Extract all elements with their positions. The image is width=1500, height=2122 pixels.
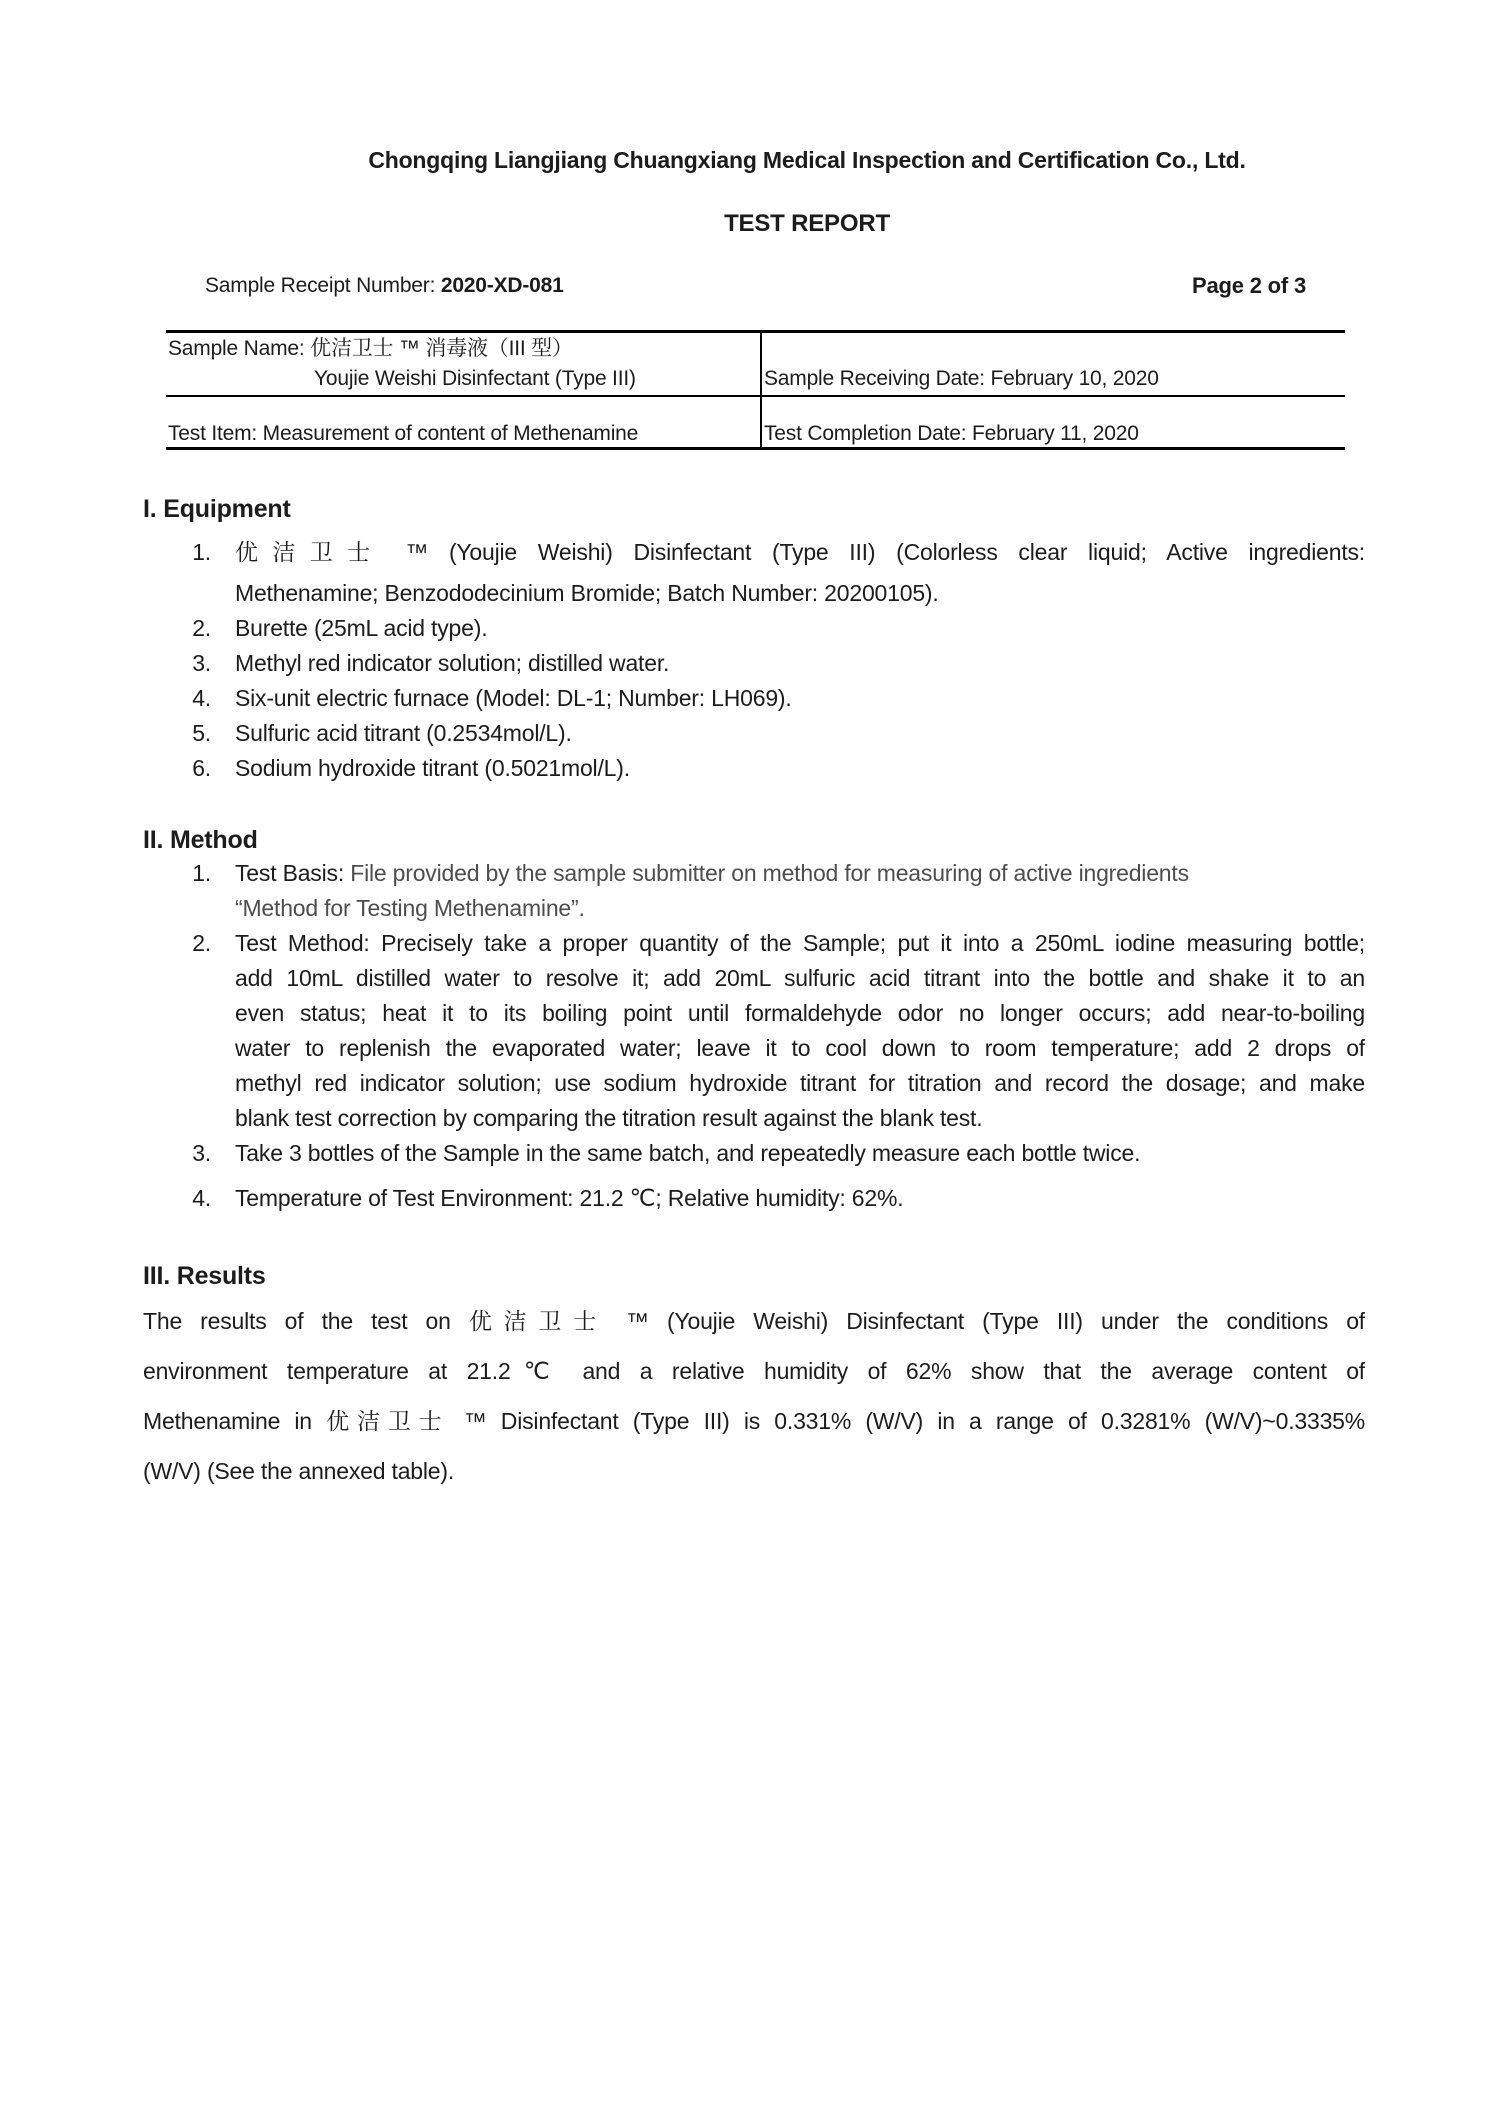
- list-number: 4.: [192, 685, 211, 711]
- method-item-2-line-4: water to replenish the evaporated water; leave it to cool down to room temperature; add 2 drops of: [235, 1035, 1365, 1061]
- sample-receipt-number: 2020-XD-081: [440, 274, 564, 297]
- equipment-list: [175, 528, 1365, 786]
- report-title: TEST REPORT: [724, 210, 890, 237]
- sample-name-cell: [166, 333, 762, 395]
- method-item-2: [175, 926, 1365, 961]
- equipment-heading: I. Equipment: [143, 495, 291, 523]
- equipment-item-6: [175, 751, 1365, 786]
- test-basis-label: Test Basis:: [235, 860, 345, 886]
- list-number: 1.: [192, 539, 211, 565]
- list-number-spacer: [175, 1066, 235, 1101]
- list-number: 3.: [192, 650, 211, 676]
- list-number-spacer: [175, 961, 235, 996]
- list-number: 2.: [192, 930, 211, 956]
- method-list: [175, 856, 1365, 1216]
- equipment-item-1: [175, 528, 1365, 576]
- method-item-2-line-5: methyl red indicator solution; use sodium hydroxide titrant for titration and record the dosage; and make: [235, 1070, 1365, 1096]
- info-table-row: [166, 333, 1345, 397]
- list-number-spacer: [175, 1101, 235, 1136]
- equipment-item-6-text: Sodium hydroxide titrant (0.5021mol/L).: [235, 755, 630, 781]
- sample-name-label: Sample Name:: [168, 337, 305, 360]
- results-heading: III. Results: [143, 1262, 266, 1290]
- list-number-spacer: [175, 891, 235, 926]
- sample-name-line: [168, 335, 573, 363]
- method-item-1-line-2: “Method for Testing Methenamine”.: [235, 895, 585, 921]
- sample-receiving-date: Sample Receiving Date: February 10, 2020: [764, 367, 1159, 390]
- sample-info-table: [166, 330, 1345, 450]
- page-indicator: Page 2 of 3: [1192, 273, 1306, 298]
- equipment-item-2-text: Burette (25mL acid type).: [235, 615, 488, 641]
- list-number-spacer: [175, 576, 235, 611]
- method-item-1-continuation: [175, 891, 1365, 926]
- sample-name-chinese: 优洁卫士 ™ 消毒液（III 型）: [310, 337, 573, 360]
- results-line-1: The results of the test on 优洁卫士 ™ (Youjie Weishi) Disinfectant (Type III) under the conditions of: [143, 1308, 1365, 1334]
- method-item-2-line-6: blank test correction by comparing the titration result against the blank test.: [235, 1105, 983, 1131]
- results-line-2: environment temperature at 21.2℃ and a relative humidity of 62% show that the average content of: [143, 1358, 1365, 1384]
- list-number: 3.: [192, 1140, 211, 1166]
- results-line-4: (W/V) (See the annexed table).: [143, 1458, 455, 1484]
- equipment-item-2: [175, 611, 1365, 646]
- method-item-3-text: Take 3 bottles of the Sample in the same batch, and repeatedly measure each bottle twice.: [235, 1140, 1141, 1166]
- method-item-2-line-2: add 10mL distilled water to resolve it; add 20mL sulfuric acid titrant into the bottle and shake it to an: [235, 965, 1365, 991]
- method-item-2-line-1: Test Method: Precisely take a proper quantity of the Sample; put it into a 250mL iodine measuring bottle;: [235, 930, 1365, 956]
- sample-name-english: Youjie Weishi Disinfectant (Type III): [314, 367, 636, 390]
- list-number: 1.: [192, 860, 211, 886]
- method-item-2-continuation: [175, 1066, 1365, 1101]
- results-line-3: Methenamine in 优洁卫士 ™ Disinfectant (Type III) is 0.331% (W/V) in a range of 0.3281% (W/V)~0.3335%: [143, 1408, 1365, 1434]
- equipment-item-1-line-2: Methenamine; Benzododecinium Bromide; Batch Number: 20200105).: [235, 580, 939, 606]
- equipment-item-1-line-1: 优洁卫士 ™ (Youjie Weishi) Disinfectant (Type III) (Colorless clear liquid; Active ingredients:: [235, 539, 1365, 565]
- test-item-cell: Test Item: Measurement of content of Methenamine: [166, 397, 762, 447]
- method-item-2-continuation: [175, 1101, 1365, 1136]
- method-item-3: [175, 1136, 1365, 1171]
- method-item-2-line-3: even status; heat it to its boiling point until formaldehyde odor no longer occurs; add near-to-boiling: [235, 1000, 1365, 1026]
- list-number: 4.: [192, 1185, 211, 1211]
- equipment-item-4-text: Six-unit electric furnace (Model: DL-1; Number: LH069).: [235, 685, 792, 711]
- equipment-item-5-text: Sulfuric acid titrant (0.2534mol/L).: [235, 720, 572, 746]
- list-number: 2.: [192, 615, 211, 641]
- equipment-item-3-text: Methyl red indicator solution; distilled water.: [235, 650, 670, 676]
- equipment-item-4: [175, 681, 1365, 716]
- list-number: 5.: [192, 720, 211, 746]
- list-number-spacer: [175, 1031, 235, 1066]
- method-item-4-text: Temperature of Test Environment: 21.2 ℃; Relative humidity: 62%.: [235, 1185, 904, 1211]
- sample-receipt-line: [205, 273, 564, 299]
- equipment-item-3: [175, 646, 1365, 681]
- method-item-2-continuation: [175, 961, 1365, 996]
- results-paragraph: [143, 1296, 1365, 1496]
- list-number-spacer: [175, 996, 235, 1031]
- method-item-1: [175, 856, 1365, 891]
- list-number: 6.: [192, 755, 211, 781]
- test-completion-date: Test Completion Date: February 11, 2020: [764, 422, 1139, 445]
- method-item-2-continuation: [175, 1031, 1365, 1066]
- method-item-2-continuation: [175, 996, 1365, 1031]
- test-basis-text: File provided by the sample submitter on method for measuring of active ingredients: [350, 860, 1189, 886]
- equipment-item-1-continuation: [175, 576, 1365, 611]
- method-item-4: [175, 1181, 1365, 1216]
- sample-receipt-label: Sample Receipt Number:: [205, 274, 436, 297]
- method-heading: II. Method: [143, 826, 258, 854]
- method-item-1-line-1: [235, 856, 1365, 891]
- info-table-row: [166, 397, 1345, 447]
- equipment-item-5: [175, 716, 1365, 751]
- company-name: Chongqing Liangjiang Chuangxiang Medical Inspection and Certification Co., Ltd.: [368, 147, 1246, 173]
